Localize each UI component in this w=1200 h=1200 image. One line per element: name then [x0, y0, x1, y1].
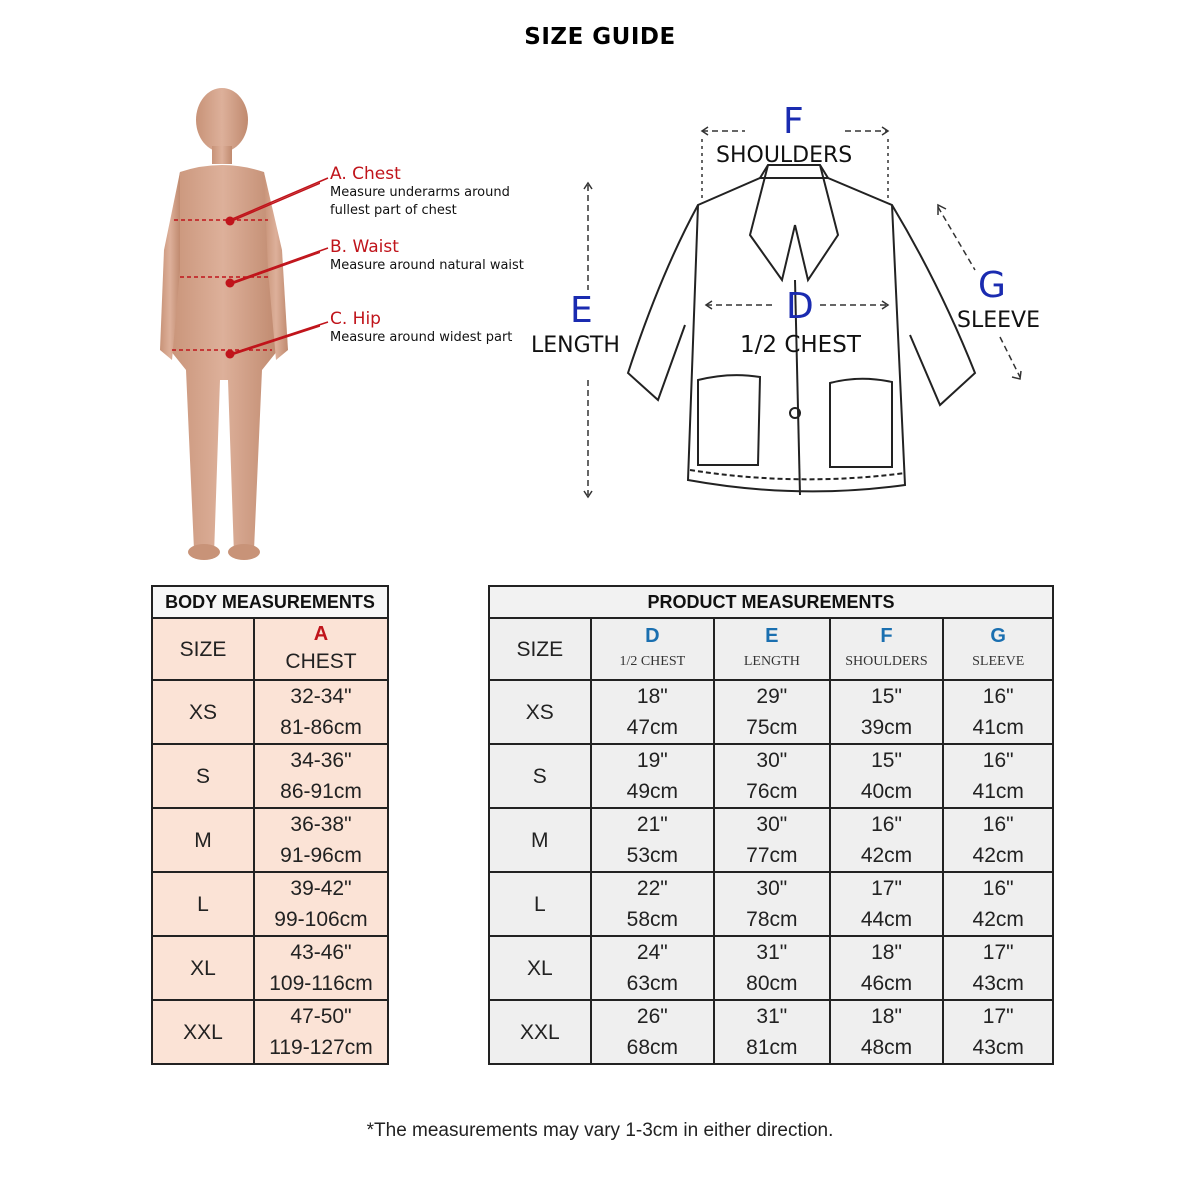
value-cell — [830, 1000, 944, 1064]
value-inches: 22" — [636, 877, 668, 900]
value-inches: 18" — [871, 941, 902, 964]
value-cm: 42cm — [860, 844, 913, 867]
value-cm: 58cm — [626, 908, 678, 931]
size-cell: S — [489, 744, 591, 808]
product-col-header-shoulders — [830, 618, 944, 680]
hip-measure-title: C. Hip — [330, 309, 381, 329]
chest-cell — [254, 936, 388, 1000]
value-inches: 16" — [982, 813, 1014, 836]
value-cell — [943, 808, 1053, 872]
col-letter: F — [880, 625, 893, 647]
table-row — [152, 936, 388, 1000]
chest-in: 39-42" — [290, 877, 352, 900]
value-cm: 44cm — [860, 908, 913, 931]
body-table-size-header: SIZE — [152, 618, 254, 680]
table-row — [489, 1000, 1053, 1064]
value-cell — [714, 744, 830, 808]
product-col-header-sleeve — [943, 618, 1053, 680]
value-inches: 30" — [756, 813, 788, 836]
product-table-size-header: SIZE — [489, 618, 591, 680]
chest-cell — [254, 1000, 388, 1064]
size-cell: XS — [152, 680, 254, 744]
value-cell — [943, 680, 1053, 744]
size-cell: XXL — [489, 1000, 591, 1064]
table-row — [489, 680, 1053, 744]
value-inches: 16" — [982, 685, 1014, 708]
chest-cm: 91-96cm — [280, 844, 362, 867]
table-row — [489, 744, 1053, 808]
value-cell — [714, 872, 830, 936]
body-table-col-name: CHEST — [285, 650, 357, 673]
body-measurements-table — [151, 585, 389, 1065]
diagram-letter-g: G — [978, 265, 1006, 306]
value-cell — [943, 1000, 1053, 1064]
col-name: 1/2 CHEST — [619, 654, 686, 669]
diagram-letter-f: F — [783, 101, 804, 142]
chest-in: 34-36" — [290, 749, 352, 772]
product-table-heading: PRODUCT MEASUREMENTS — [489, 586, 1053, 618]
value-inches: 31" — [756, 941, 788, 964]
value-cell — [714, 1000, 830, 1064]
diagram-label-shoulders: SHOULDERS — [716, 143, 853, 168]
table-row — [489, 808, 1053, 872]
col-name: SLEEVE — [972, 654, 1025, 669]
table-row — [152, 680, 388, 744]
pointer-lines — [230, 160, 340, 360]
size-cell: XL — [489, 936, 591, 1000]
diagram-label-sleeve: SLEEVE — [957, 308, 1040, 333]
chest-cm: 119-127cm — [269, 1036, 373, 1059]
value-cell — [830, 744, 944, 808]
value-cm: 41cm — [972, 780, 1024, 803]
value-cell — [591, 808, 714, 872]
value-cm: 78cm — [746, 908, 798, 931]
value-cell — [714, 808, 830, 872]
size-cell: M — [152, 808, 254, 872]
value-inches: 17" — [871, 877, 902, 900]
chest-measure-desc: Measure underarms around — [330, 185, 510, 200]
footnote: *The measurements may vary 1-3cm in either direction. — [366, 1120, 834, 1141]
value-cm: 81cm — [746, 1036, 798, 1059]
value-cm: 53cm — [626, 844, 678, 867]
table-row — [152, 744, 388, 808]
size-cell: L — [152, 872, 254, 936]
value-cell — [714, 680, 830, 744]
value-inches: 17" — [982, 941, 1014, 964]
chest-measure-desc-2: fullest part of chest — [330, 203, 457, 218]
value-cm: 75cm — [746, 716, 798, 739]
table-row — [152, 1000, 388, 1064]
chest-cell — [254, 744, 388, 808]
value-cell — [943, 744, 1053, 808]
value-cell — [943, 872, 1053, 936]
table-row — [152, 808, 388, 872]
value-cm: 49cm — [626, 780, 678, 803]
value-inches: 21" — [636, 813, 668, 836]
value-cell — [830, 936, 944, 1000]
value-cm: 43cm — [972, 1036, 1024, 1059]
chest-cell — [254, 872, 388, 936]
value-cell — [830, 808, 944, 872]
value-cm: 47cm — [626, 716, 678, 739]
value-cell — [943, 936, 1053, 1000]
value-inches: 16" — [982, 877, 1014, 900]
chest-in: 43-46" — [290, 941, 352, 964]
value-cm: 43cm — [972, 972, 1024, 995]
table-row — [489, 872, 1053, 936]
value-cm: 48cm — [860, 1036, 913, 1059]
size-cell: XXL — [152, 1000, 254, 1064]
value-cell — [591, 872, 714, 936]
value-cm: 77cm — [746, 844, 798, 867]
diagram-label-half-chest: 1/2 CHEST — [740, 332, 861, 358]
size-cell: M — [489, 808, 591, 872]
product-measurements-table — [488, 585, 1054, 1065]
value-inches: 15" — [871, 749, 902, 772]
chest-cell — [254, 680, 388, 744]
value-cm: 39cm — [860, 716, 913, 739]
value-cm: 76cm — [746, 780, 798, 803]
value-inches: 26" — [636, 1005, 668, 1028]
body-table-chest-header — [254, 618, 388, 680]
col-name: SHOULDERS — [845, 654, 928, 669]
value-cm: 46cm — [860, 972, 913, 995]
diagram-letter-d: D — [786, 286, 814, 327]
chest-measure-title: A. Chest — [330, 164, 401, 184]
product-col-header-half-chest — [591, 618, 714, 680]
waist-measure-desc: Measure around natural waist — [330, 258, 524, 273]
value-inches: 16" — [982, 749, 1014, 772]
chest-cm: 109-116cm — [269, 972, 373, 995]
waist-measure-title: B. Waist — [330, 237, 399, 257]
page-title: SIZE GUIDE — [524, 24, 676, 50]
size-cell: XL — [152, 936, 254, 1000]
chest-in: 47-50" — [290, 1005, 352, 1028]
value-inches: 15" — [871, 685, 902, 708]
size-cell: XS — [489, 680, 591, 744]
value-inches: 30" — [756, 877, 788, 900]
value-cell — [830, 680, 944, 744]
value-inches: 19" — [636, 749, 668, 772]
value-cm: 80cm — [746, 972, 798, 995]
value-cm: 42cm — [972, 908, 1024, 931]
chest-in: 36-38" — [290, 813, 352, 836]
value-cm: 63cm — [626, 972, 678, 995]
value-inches: 30" — [756, 749, 788, 772]
value-inches: 16" — [871, 813, 902, 836]
value-inches: 17" — [982, 1005, 1014, 1028]
col-letter: G — [990, 625, 1006, 647]
value-cell — [830, 872, 944, 936]
size-cell: L — [489, 872, 591, 936]
product-table-body — [489, 680, 1053, 1064]
value-inches: 18" — [871, 1005, 902, 1028]
value-cell — [591, 680, 714, 744]
hip-measure-label — [330, 309, 512, 347]
diagram-letter-e: E — [570, 290, 593, 331]
chest-cell — [254, 808, 388, 872]
col-name: LENGTH — [743, 654, 800, 669]
value-cm: 42cm — [972, 844, 1024, 867]
value-inches: 24" — [636, 941, 668, 964]
waist-measure-label — [330, 237, 524, 275]
table-row — [152, 872, 388, 936]
table-row — [489, 936, 1053, 1000]
value-inches: 18" — [636, 685, 668, 708]
size-cell: S — [152, 744, 254, 808]
chest-cm: 81-86cm — [280, 716, 362, 739]
value-inches: 29" — [756, 685, 788, 708]
value-cell — [591, 744, 714, 808]
body-table-heading: BODY MEASUREMENTS — [152, 586, 388, 618]
value-cell — [591, 1000, 714, 1064]
col-letter: E — [765, 625, 779, 647]
body-table-col-letter: A — [313, 623, 329, 645]
chest-measure-label — [330, 164, 510, 220]
chest-cm: 86-91cm — [280, 780, 362, 803]
value-inches: 31" — [756, 1005, 788, 1028]
chest-in: 32-34" — [290, 685, 352, 708]
value-cell — [714, 936, 830, 1000]
col-letter: D — [645, 625, 660, 647]
chest-cm: 99-106cm — [274, 908, 368, 931]
value-cm: 68cm — [626, 1036, 678, 1059]
hip-measure-desc: Measure around widest part — [330, 330, 513, 345]
value-cm: 41cm — [972, 716, 1024, 739]
value-cm: 40cm — [860, 780, 913, 803]
product-col-header-length — [714, 618, 830, 680]
diagram-label-length: LENGTH — [531, 333, 620, 358]
value-cell — [591, 936, 714, 1000]
